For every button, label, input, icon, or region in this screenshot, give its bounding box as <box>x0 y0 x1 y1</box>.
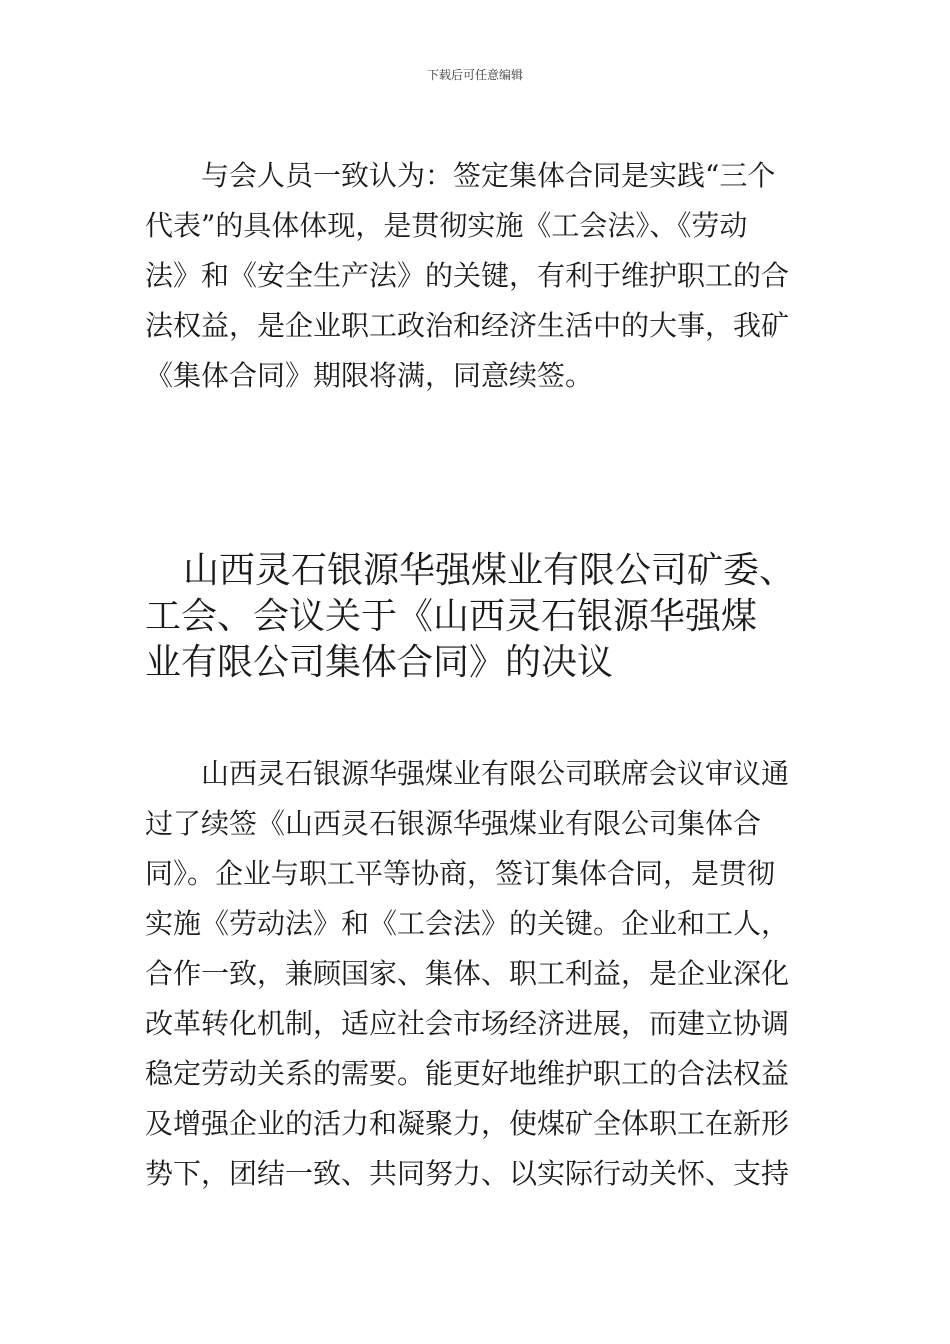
paragraph-line: 过了续签《山西灵石银源华强煤业有限公司集体合 <box>145 807 762 840</box>
paragraph-line: 法权益，是企业职工政治和经济生活中的大事，我矿 <box>145 309 790 342</box>
paragraph-line: 实施《劳动法》和《工会法》的关键。企业和工人， <box>145 907 790 940</box>
paragraph-line: 代表”的具体体现，是贯彻实施《工会法》、《劳动 <box>145 209 748 242</box>
paragraph-resolution-body <box>145 749 807 1199</box>
title-line: 业有限公司集体合同》的决议 <box>145 642 614 683</box>
paragraph-line: 稳定劳动关系的需要。能更好地维护职工的合法权益 <box>145 1057 790 1090</box>
paragraph-line: 及增强企业的活力和凝聚力，使煤矿全体职工在新形 <box>145 1107 790 1140</box>
resolution-title <box>145 548 845 686</box>
title-line: 工会、会议关于《山西灵石银源华强煤 <box>145 596 758 637</box>
header-note: 下载后可任意编辑 <box>426 68 523 82</box>
paragraph-line: 同》。企业与职工平等协商，签订集体合同，是贯彻 <box>145 857 776 890</box>
paragraph-line: 与会人员一致认为：签定集体合同是实践“三个 <box>201 159 776 192</box>
paragraph-line: 法》和《安全生产法》的关键，有利于维护职工的合 <box>145 259 790 292</box>
paragraph-line: 山西灵石银源华强煤业有限公司联席会议审议通 <box>201 757 790 790</box>
title-line: 山西灵石银源华强煤业有限公司矿委、 <box>183 550 796 591</box>
paragraph-line: 《集体合同》期限将满，同意续签。 <box>145 359 594 392</box>
paragraph-line: 势下，团结一致、共同努力、以实际行动关怀、支持 <box>145 1157 790 1190</box>
paragraph-line: 改革转化机制，适应社会市场经济进展，而建立协调 <box>145 1007 790 1040</box>
paragraph-line: 合作一致，兼顾国家、集体、职工利益，是企业深化 <box>145 957 790 990</box>
paragraph-consensus <box>145 151 807 401</box>
